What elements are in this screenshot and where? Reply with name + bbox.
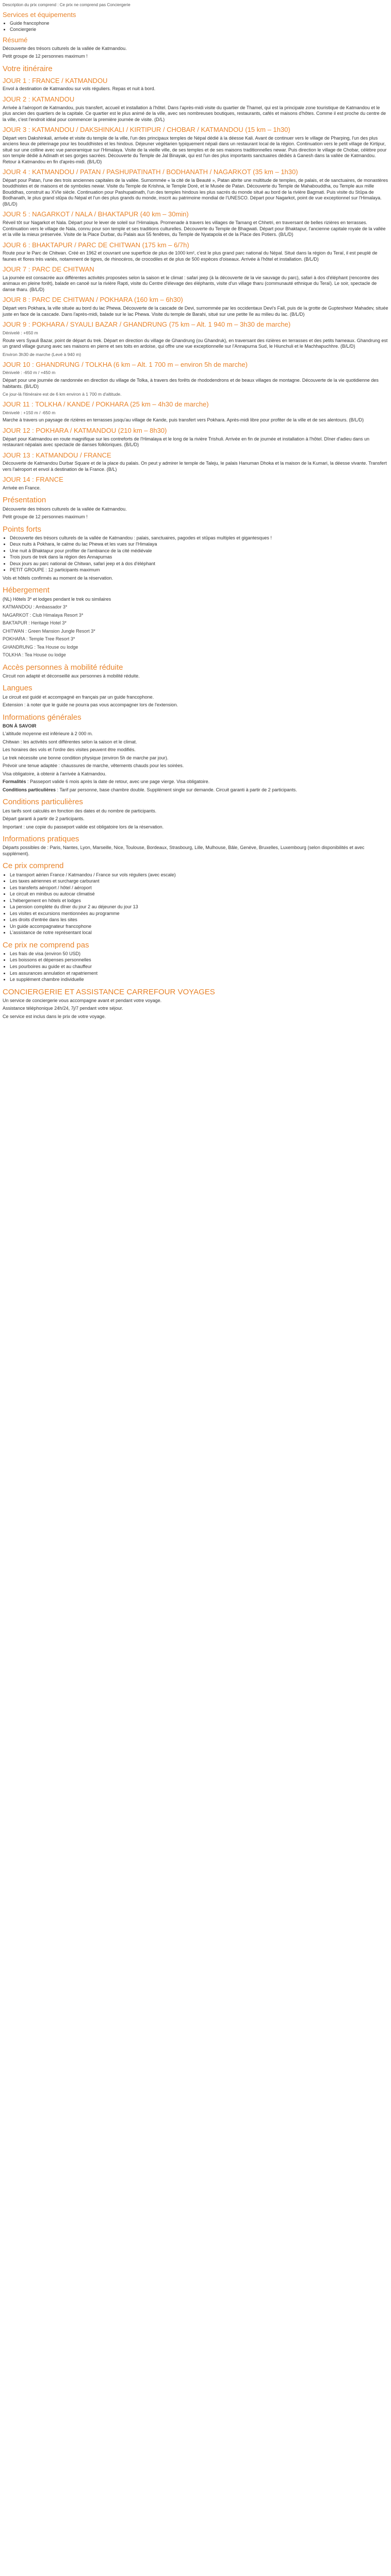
infos-pratiques-title: Informations pratiques [3,835,79,844]
points-forts-extra: Vols et hôtels confirmés au moment de la réservation. [3,575,113,581]
list-item: • Un guide accompagnateur francophone [10,924,388,930]
conditions-line: Départ garanti à partir de 2 participants. [3,816,85,822]
itinerary-day [3,126,388,165]
conditions-label: Conditions particulières : Tarif par personne, base chambre double. Supplément single sur demande. Circuit garanti à partir de 2 participants. [3,787,297,792]
day-extra: Ce jour-là l'itinéraire est de 6 km environ à 1 700 m d'altitude. [3,392,122,397]
conditions-inline-text: Tarif par personne, base chambre double. Supplément single sur demande. Circuit garanti à partir de 2 participants. [59,787,297,792]
day-text: La journée est consacrée aux différentes activités proposées selon la saison et le climat : safari jeep (à la découverte de la vie sauvage du parc), safari à dos d'éléphant (rencontre des animaux en pleine forêt), balade en canoë sur la rivière Rapti, visite du Centre d'élevage des éléphants, visite d'un village tharu (communauté ethnique du Teraï). Le soir, spectacle de danse tharu. (B/L/D) [3,275,379,292]
list-item: • Le supplément chambre individuelle [10,977,388,983]
hebergement-line: NAGARKOT : Club Himalaya Resort 3* [3,612,84,618]
itinerary-day [3,451,388,473]
list-item: • Deux nuits à Pokhara, le calme du lac Phewa et les vues sur l'Himalaya [10,541,388,548]
list-item: • Le transport aérien France / Katmandou / France sur vols réguliers (avec escale) [10,872,388,878]
day-text: Départ pour Patan, l'une des trois anciennes capitales de la vallée. Surnommée « la cité de la Beauté », Patan abrite une multitude de temples, de palais, et de sanctuaires, de monastères bouddhistes et de maisons et de symboles newar. Visite du Temple de Krishna, le Temple Doré, et le Musée de Patan. Découverte du Temple de Mahabouddha, ou Temple aux mille Bouddhas, construit au XVIe siècle. Continuation pour Pashupatinath, l'un des temples hindous les plus sacrés du monde situé au bord de la rivière Bagmati. Puis visite du Stûpa de Bodhanath, le plus grand stûpa du Népal et l'un des plus grands du monde, inscrit au patrimoine mondial de l'UNESCO. Départ pour Nagarkot, point de vue exceptionnel sur l'Himalaya. (B/L/D) [3,177,388,207]
list-item: • Les taxes aériennes et surcharge carburant [10,878,388,885]
infos-generales-title: Informations générales [3,713,82,722]
day-title: JOUR 3 : KATMANDOU / DAKSHINKALI / KIRTIPUR / CHOBAR / KATMANDOU (15 km – 1h30) [3,126,290,134]
day-title: JOUR 5 : NAGARKOT / NALA / BHAKTAPUR (40 km – 30min) [3,210,189,218]
hebergement-title: Hébergement [3,586,50,595]
list-item: • Les droits d'entrée dans les sites [10,917,388,923]
points-forts-list [3,535,388,573]
hebergement-line: CHITWAN : Green Mansion Jungle Resort 3* [3,628,95,634]
top-note: Description du prix comprend : Ce prix ne comprend pas Conciergerie [3,3,131,7]
resume-line: Découverte des trésors culturels de la vallée de Katmandou. [3,45,127,51]
day-text: Départ vers Pokhara, la ville située au bord du lac Phewa. Découverte de la cascade de Devi, surnommée par les occidentaux Devi's Fall, puis de la grotte de Gupteshwor Mahadev, située juste en face de la cascade. Dans l'après-midi, balade sur le lac Phewa. Visite du temple de Barahi, situé sur une petite île au milieu du lac. (B/L/D) [3,306,388,317]
list-item: • Une nuit à Bhaktapur pour profiter de l'ambiance de la cité médiévale [10,548,388,554]
day-text: Route vers Syauli Bazar, point de départ du trek. Départ en direction du village de Ghandrung (ou Ghandruk), en traversant des rizières en terrasses et des petits hameaux. Ghandrung est un grand village gurung avec ses maisons en pierre et ses toits en ardoise, qui offre une vue exceptionnelle sur l'Annapurna Sud, le Hiunchuli et le Machhapuchhre. (B/L/D) [3,337,388,349]
list-item: • Les transferts aéroport / hôtel / aéroport [10,885,388,891]
day-title: JOUR 9 : POKHARA / SYAULI BAZAR / GHANDRUNG (75 km – Alt. 1 940 m – 3h30 de marche) [3,320,291,329]
list-item: • Les assurances annulation et rapatriement [10,971,388,977]
day-text: Départ vers Dakshinkali, arrivée et visite du temple de la ville, l'un des principaux temples de Népal dédié à la déesse Kali. Avant de continuer vers le village de Pharping, l'un des plus anciens lieux de pèlerinage pour les bouddhistes et les hindous. Déjeuner végétarien typiquement népali dans un restaurant local de la région. Continuation vers le petit village de Kirtipur, situé sur une colline avec vue panoramique sur l'Himalaya. Visite de la vieille ville, de ses temples et de ses maisons traditionnelles newar. Puis direction le village de Chobar, célèbre pour son temple dédié à Adinath et ses gorges sacrées. Découverte du Temple de Jal Binayak, qui est l'un des plus importants sanctuaires dédiés à Ganesh dans la vallée de Katmandou. Retour à Katmandou en fin d'après-midi. (B/L/D) [3,135,387,164]
day-text: Découverte de Katmandou Durbar Square et de la place du palais. On peut y admirer le temple de Taleju, le palais Hanuman Dhoka et la maison de la Kumari, la déesse vivante. Transfert vers l'aéroport et envol à destination de la France. (B/L) [3,461,387,472]
day-meta: Dénivelé : -650 m / +450 m [3,370,56,376]
infos-line: Les horaires des vols et l'ordre des visites peuvent être modifiés. [3,747,136,753]
list-item: • Les pourboires au guide et au chauffeur [10,964,388,970]
hebergement-line: BAKTAPUR : Heritage Hotel 3* [3,620,67,626]
day-text: Départ pour une journée de randonnée en direction du village de Tolka, à travers des forêts de rhododendrons et de beaux villages de montagne. Découverte de la vie quotidienne des habitants. (B/L/D) [3,378,379,389]
formalites-title: Formalités [3,779,26,785]
conditions-line: Important : une copie du passeport valide est obligatoire lors de la réservation. [3,824,164,829]
list-item: • Découverte des trésors culturels de la vallée de Katmandou : palais, sanctuaires, pagodes et stûpas multiples et gigantesques ! [10,535,388,541]
day-text: Réveil tôt sur Nagarkot et Nala. Départ pour le lever de soleil sur l'Himalaya. Promenade à travers les villages de Tamang et Chhetri, en traversant de belles rizières en terrasses. Continuation vers le village de Nala, connu pour son temple et ses traditions culturelles. Découverte du Temple de Bhagwati. Départ pour Bhaktapur, l'ancienne capitale royale de la vallée et la ville la mieux préservée. Visite de la Place Durbar, du Palais aux 55 fenêtres, du Temple de Nyatapola et de la Place des Potiers. (B/L/D) [3,220,386,238]
day-title: JOUR 14 : FRANCE [3,476,63,484]
list-item: • Guide francophone [10,21,388,27]
itinerary-day [3,296,388,317]
conciergerie-title: CONCIERGERIE ET ASSISTANCE CARREFOUR VOYAGES [3,987,215,996]
hebergement-line: POKHARA : Temple Tree Resort 3* [3,636,75,642]
list-item: • Les visites et excursions mentionnées au programme [10,911,388,917]
hebergement-line: KATMANDOU : Ambassador 3* [3,604,68,610]
services-list [3,21,388,33]
day-title: JOUR 12 : POKHARA / KATMANDOU (210 km – 8h30) [3,426,167,434]
day-meta: Dénivelé : +150 m / -650 m [3,410,56,415]
infos-line: L'altitude moyenne est inférieure à 2 000 m. [3,731,93,737]
conditions-title: Conditions particulières [3,798,83,807]
day-title: JOUR 7 : PARC DE CHITWAN [3,265,94,274]
itinerary-day [3,241,388,263]
itinerary-day [3,320,388,357]
page [0,0,391,1027]
itinerary-day [3,77,388,92]
itinerary-day [3,210,388,238]
list-item: • Deux jours au parc national de Chitwan, safari jeep et à dos d'éléphant [10,561,388,567]
formalites-text: Passeport valide 6 mois après la date de retour, avec une page vierge. Visa obligatoire. [30,779,210,785]
day-title: JOUR 13 : KATMANDOU / FRANCE [3,451,111,459]
itinerary-days [3,77,388,492]
prix-ne-comprend-list [3,951,388,983]
points-forts-title: Points forts [3,524,42,534]
formalites-label: Formalités : Passeport valide 6 mois après la date de retour, avec une page vierge. Visa obligatoire. [3,779,210,785]
day-text: Marche à travers un paysage de rizières en terrasses jusqu'au village de Kande, puis transfert vers Pokhara. Après-midi libre pour profiter de la ville et de ses alentours. (B/L/D) [3,417,364,423]
infos-line: Visa obligatoire, à obtenir à l'arrivée à Katmandou. [3,771,107,776]
infos-subtitle: BON À SAVOIR [3,723,37,728]
day-title: JOUR 4 : KATMANDOU / PATAN / PASHUPATINATH / BODHANATH / NAGARKOT (35 km – 1h30) [3,168,298,176]
langues-title: Langues [3,684,32,693]
presentation-line: Découverte des trésors culturels de la vallée de Katmandou. [3,506,127,512]
day-title: JOUR 2 : KATMANDOU [3,95,75,103]
hebergement-line: TOLKHA : Tea House ou lodge [3,652,66,658]
conditions-line: Les tarifs sont calculés en fonction des dates et du nombre de participants. [3,808,157,814]
conciergerie-line: Un service de conciergerie vous accompagne avant et pendant votre voyage. [3,997,162,1003]
day-text: Route pour le Parc de Chitwan. Créé en 1962 et couvrant une superficie de plus de 1000 km², c'est le plus grand parc national du Népal. Situé dans la région du Teraï, il est peuplé de faunes et flores très variés, notamment de tigres, de rhinocéros, de crocodiles et de plus de 500 espèces d'oiseaux. Arrivée à l'hôtel et installation. (B/L/D) [3,250,378,262]
infos-line: Prévoir une tenue adaptée : chaussures de marche, vêtements chauds pour les soirées. [3,763,184,769]
conciergerie-line: Ce service est inclus dans le prix de votre voyage. [3,1013,106,1019]
services-title: Services et équipements [3,11,76,19]
langues-line: Extension : à noter que le guide ne pourra pas vous accompagner lors de l'extension. [3,702,178,708]
prix-comprend-title: Ce prix comprend [3,861,64,871]
resume-line: Petit groupe de 12 personnes maximum ! [3,54,88,59]
day-text: Envol à destination de Katmandou sur vols réguliers. Repas et nuit à bord. [3,86,156,92]
list-item: • Trois jours de trek dans la région des Annapurnas [10,554,388,561]
day-text: Arrivée à l'aéroport de Katmandou, puis transfert, accueil et installation à l'hôtel. Dans l'après-midi visite du quartier de Thamel, qui est la principale zone touristique de Katmandou et le plus ancien des quartiers de la capitale. Ce quartier est le plus animé de la ville, avec ses nombreuses boutiques, restaurants, cafés et maisons d'hôtes. Comme il est proche du centre de la ville, c'est l'endroit idéal pour commencer la première journée de visite. (D/L) [3,105,386,122]
day-title: JOUR 11 : TOLKHA / KANDE / POKHARA (25 km – 4h30 de marche) [3,400,209,408]
hebergement-line: GHANDRUNG : Tea House ou lodge [3,644,78,650]
presentation-title: Présentation [3,496,46,505]
itinerary-day [3,265,388,293]
list-item: • La pension complète du dîner du jour 2 au déjeuner du jour 13 [10,904,388,910]
day-title: JOUR 8 : PARC DE CHITWAN / POKHARA (160 km – 6h30) [3,296,183,304]
list-item: • Les frais de visa (environ 50 USD) [10,951,388,957]
list-item: • Les boissons et dépenses personnelles [10,957,388,963]
itinerary-day [3,168,388,207]
itinerary-day [3,361,388,397]
list-item: • PETIT GROUPE : 12 participants maximum [10,567,388,573]
day-meta: Dénivelé : +650 m [3,330,38,335]
conciergerie-line: Assistance téléphonique 24h/24, 7j/7 pendant votre séjour. [3,1006,123,1011]
day-title: JOUR 6 : BHAKTAPUR / PARC DE CHITWAN (175 km – 6/7h) [3,241,189,249]
itinerary-day [3,400,388,423]
langues-line: Le circuit est guidé et accompagné en français par un guide francophone. [3,694,154,700]
resume-title: Résumé [3,36,28,44]
conditions-inline-title: Conditions particulières [3,787,56,792]
day-title: JOUR 10 : GHANDRUNG / TOLKHA (6 km – Alt. 1 700 m – environ 5h de marche) [3,360,248,368]
day-extra: Environ 3h30 de marche (Levé à 940 m) [3,351,82,357]
list-item: • L'assistance de notre représentant local [10,930,388,936]
day-text: Arrivée en France. [3,485,41,490]
list-item: • Le circuit en minibus ou autocar climatisé [10,891,388,897]
hebergement-intro: (NL) Hôtels 3* et lodges pendant le trek ou similaires [3,596,111,602]
prix-comprend-list [3,872,388,936]
day-text: Départ pour Katmandou en route magnifique sur les contreforts de l'Himalaya et le long de la rivière Trishuli. Arrivée en fin de journée et installation à l'hôtel. Dîner d'adieu dans un restaurant népalais avec spectacle de danses folkloriques. (B/L/D) [3,436,370,448]
itinerary-day [3,427,388,448]
itinerary-title: Votre itinéraire [3,64,53,73]
infos-line: Le trek nécessite une bonne condition physique (environ 5h de marche par jour). [3,755,169,760]
prix-ne-comprend-title: Ce prix ne comprend pas [3,940,89,950]
presentation-line: Petit groupe de 12 personnes maximum ! [3,514,88,520]
infos-pratiques-text: Départs possibles de : Paris, Nantes, Lyon, Marseille, Nice, Toulouse, Bordeaux, Strasbourg, Lille, Mulhouse, Bâle, Genève, Bruxelles, Luxembourg (selon disponibilités et avec supplément). [3,845,365,856]
mobilite-text: Circuit non adapté et déconseillé aux personnes à mobilité réduite. [3,673,140,679]
day-title: JOUR 1 : FRANCE / KATMANDOU [3,76,108,84]
itinerary-day [3,95,388,123]
infos-line: Chitwan : les activités sont différentes selon la saison et le climat. [3,739,137,744]
list-item: • L'hébergement en hôtels et lodges [10,898,388,904]
mobilite-title: Accès personnes à mobilité réduite [3,663,123,672]
list-item: • Conciergerie [10,27,388,33]
itinerary-day [3,476,388,491]
